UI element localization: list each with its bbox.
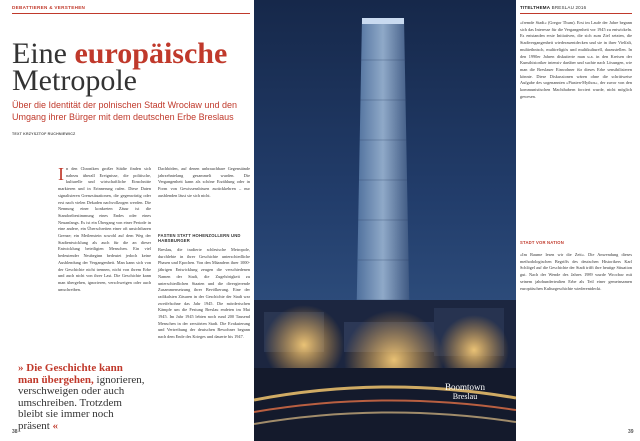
body-column-3b <box>520 252 632 292</box>
photo-caption <box>424 382 506 401</box>
section-kicker: DEBATTIEREN & VERSTEHEN <box>12 5 86 10</box>
body-column-1-text: n den Chroniken großer Städte finden sich nahezu überall Ereignisse, die politische, kulturelle und wirtschaftliche Einschnitte markieren und in Erinnerung rufen. Diese Daten signalisieren Grenzsituationen, die gegenwärtig oder erst nach vielen Dekaden nachvollzogen werden. Die Nennung einer konkreten Zäsur ist die Standortbestimmung eines Endes oder eines Neuanfangs. Es ist ein Übergang von einer Periode in eine andere, ein Überschreiten einer oft unsichtbaren Grenze; ein Meilenstein sowohl auf dem Weg der Stadtentwicklung als auch für die an dieser Entwicklung beteiligten Menschen. Ein viel bedeutender Neubeginn bedeutet jedoch keine Ausblendung der Vergangenheit. Man kann sich von der Geschichte nicht trennen, nicht von ihrem Erbe und auch nicht von ihrer Last. Die Geschichte kann man übergehen, ignorieren, verschweigen oder auch umschreiben. <box>58 166 151 292</box>
subheading-right: STADT VOR NATION <box>520 240 564 245</box>
body-column-3b-text: »Im Raume lesen wir die Zeit«. Die Anwendung dieses methodologischen Begriffs des deutschen Historikers Karl Schlögel auf die Geschichte der Stadt trifft ihre heutige Situation gut. Nach der Wende des Jahres 1989 wurde Wrocław mit seinem jahrhundertealten Erbe als Teil einer gemeinsamen europäischen Kulturgeschichte wiederentdeckt. <box>520 252 632 291</box>
header-issue: BRESLAU 2016 <box>550 5 587 10</box>
body-column-2b <box>158 247 250 341</box>
headline-part-a: Eine <box>12 37 75 70</box>
article-headline <box>12 37 252 97</box>
body-column-2b-text: Breslau, die tradierte schlesische Metropole, durchlebte in ihrer Geschichte unterschiedliche Phasen und Epochen. Von den Mäandern ihrer 1000-jährigen Entwicklung zeugen die verschiedenen Namen der Stadt, die Zugehörigkeit zu unterschiedlichen Staaten und die divergierende Zusammensetzung ihrer Bevölkerung. Eine der radikalsten Zäsuren in der Geschichte der Stadt war zweifelsohne das Jahr 1945. Die mörderischen Kämpfe um die Festung Breslau endeten im Mai 1945. Im Jahr 1945 lebten noch rund 200 Tausend Menschen in der zerstörten Stadt. Die Evakuierung und Vertreibung der deutschen Bewohner begann nach dem Ende des Krieges und dauerte bis 1947. <box>158 247 250 340</box>
skyscraper-night-photo <box>254 0 516 441</box>
pull-quote-highlight: Die Geschichte kann man übergehen, <box>18 362 123 386</box>
header-rule <box>520 13 632 14</box>
page-number-right: 39 <box>628 429 634 435</box>
header-section: TITELTHEMA <box>520 5 551 10</box>
quote-open-mark: » <box>18 362 24 374</box>
left-page <box>0 0 254 441</box>
pull-quote-text: ignorieren, verschweigen oder auch umschreiben. Trotzdem bleibt sie immer noch präsent <box>18 373 145 432</box>
drop-cap: I <box>58 164 64 184</box>
right-page <box>254 0 640 441</box>
caption-title: Boomtown <box>444 382 485 392</box>
running-header <box>520 5 586 10</box>
byline: TEXT KRZYSZTOF RUCHNIEWICZ <box>12 132 76 136</box>
page-number-left: 38 <box>12 429 18 435</box>
body-column-3 <box>520 20 632 100</box>
body-column-3-text: »fremde Stadt« (Gregor Thum). Erst im Laufe der Jahre begann sich das Interesse für die Vergangenheit vor 1945 zu entwickeln. Es entstanden erste Initiativen, die sich zum Ziel setzten, die Stadtvergangenheit wiederzuentdecken und sie in ihrer Vielfalt, multiethnisch, multireligiös und multikulturell, darzustellen. In den 1990er Jahren diskutierte man u.a. in den Kreisen der Kunsthistoriker intensiv darüber und suchte nach Lösungen, wie man die Breslauer Einwohner für dieses Erbe sensibilisieren könnte. Diese Diskussionen wären ohne die schrittweise Aufgabe des sogenannten »Piasten-Mythos«, der zuvor von den kommunistischen Machthabern forciert wurde, nicht möglich gewesen. <box>520 20 632 99</box>
headline-part-b: Metropole <box>12 64 137 97</box>
body-column-2 <box>158 166 250 200</box>
pull-quote <box>18 363 146 432</box>
kicker-rule <box>12 13 250 14</box>
body-column-2-intro: Dachböden, auf denen unbrauchbare Gegenstände jahrzehntelang gesammelt wurden. Die Vergangenheit kann als schöne Erzählung oder in Form von Gewissensbissen zurückkehren – nur ausblenden lässt sie sich nicht. <box>158 166 250 198</box>
body-column-1 <box>58 166 151 293</box>
quote-close-mark: « <box>52 419 59 432</box>
caption-subtitle: Breslau <box>452 392 478 401</box>
headline-highlight: europäische <box>74 37 228 70</box>
subheading-left: FASTEN STATT HOHENZOLLERN UND HABSBURGER <box>158 233 241 243</box>
article-lead: Über die Identität der polnischen Stadt Wrocław und den Umgang ihrer Bürger mit dem deutschen Erbe Breslaus <box>12 100 237 122</box>
